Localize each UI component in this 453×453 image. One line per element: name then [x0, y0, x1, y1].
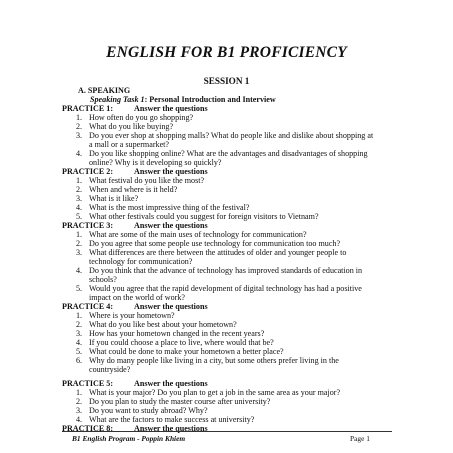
list-item: 5. What could be done to make your hometown a better place? — [76, 347, 284, 356]
list-item: 3. What is it like? — [76, 194, 139, 203]
list-item: 3. What differences are there between the attitudes of older and younger people to — [76, 248, 347, 257]
list-item: 1. What are some of the main uses of technology for communication? — [76, 230, 307, 239]
practice-label: PRACTICE 3: — [62, 221, 114, 230]
list-item-continuation: schools? — [89, 275, 117, 284]
practice-label: PRACTICE 8: — [62, 424, 114, 433]
practice-label: PRACTICE 2: — [62, 167, 114, 176]
document-title: ENGLISH FOR B1 PROFICIENCY — [106, 44, 347, 61]
list-item: 2. When and where is it held? — [76, 185, 178, 194]
practice-instruction: Answer the questions — [134, 167, 208, 176]
section-heading: A. SPEAKING — [78, 86, 131, 95]
practice-instruction: Answer the questions — [134, 302, 208, 311]
list-item: 5. Would you agree that the rapid development of digital technology has had a positive — [76, 284, 362, 293]
practice-instruction: Answer the questions — [134, 424, 208, 433]
list-item: 4. What is the most impressive thing of the festival? — [76, 203, 250, 212]
list-item: 6. Why do many people like living in a city, but some others prefer living in the — [76, 356, 339, 365]
list-item-continuation: online? Why is it developing so quickly? — [89, 158, 222, 167]
list-item: 2. Do you plan to study the master course after university? — [76, 397, 271, 406]
footer-divider — [62, 431, 392, 432]
list-item: 3. How has your hometown changed in the recent years? — [76, 329, 265, 338]
practice-label: PRACTICE 1: — [62, 104, 114, 113]
list-item: 2. What do you like best about your hometown? — [76, 320, 237, 329]
session-heading: SESSION 1 — [203, 76, 250, 86]
practice-instruction: Answer the questions — [134, 221, 208, 230]
practice-4-heading — [62, 302, 208, 311]
task-label: Speaking Task 1 — [90, 95, 145, 104]
list-item: 1. How often do you go shopping? — [76, 113, 194, 122]
practice-1-heading — [62, 104, 208, 113]
list-item: 5. What other festivals could you suggest for foreign visitors to Vietnam? — [76, 212, 319, 221]
list-item: 4. Do you think that the advance of technology has improved standards of education in — [76, 266, 363, 275]
list-item: 1. What is your major? Do you plan to get a job in the same area as your major? — [76, 388, 341, 397]
list-item: 3. Do you want to study abroad? Why? — [76, 406, 208, 415]
footer-page-number: Page 1 — [350, 434, 370, 443]
task-text: : Personal Introduction and Interview — [144, 95, 276, 104]
list-item: 4. What are the factors to make success at university? — [76, 415, 255, 424]
list-item: 4. Do you like shopping online? What are the advantages and disadvantages of shopping — [76, 149, 368, 158]
practice-5-heading — [62, 379, 208, 388]
list-item: 2. What do you like buying? — [76, 122, 174, 131]
list-item: 4. If you could choose a place to live, where would that be? — [76, 338, 274, 347]
list-item: 1. Where is your hometown? — [76, 311, 175, 320]
list-item: 2. Do you agree that some people use technology for communication too much? — [76, 239, 341, 248]
list-item-continuation: impact on the world of work? — [89, 293, 185, 302]
footer-program-name: B1 English Program - Poppin Khiem — [72, 434, 186, 443]
list-item-continuation: technology for communication? — [89, 257, 193, 266]
task-heading — [90, 95, 276, 104]
list-item-continuation: countryside? — [89, 365, 131, 374]
list-item: 3. Do you ever shop at shopping malls? What do people like and dislike about shopping at — [76, 131, 374, 140]
practice-instruction: Answer the questions — [134, 104, 208, 113]
list-item: 1. What festival do you like the most? — [76, 176, 205, 185]
practice-3-heading — [62, 221, 208, 230]
practice-label: PRACTICE 5: — [62, 379, 114, 388]
practice-instruction: Answer the questions — [134, 379, 208, 388]
practice-2-heading — [62, 167, 208, 176]
list-item-continuation: a mall or a supermarket? — [89, 140, 170, 149]
practice-label: PRACTICE 4: — [62, 302, 114, 311]
